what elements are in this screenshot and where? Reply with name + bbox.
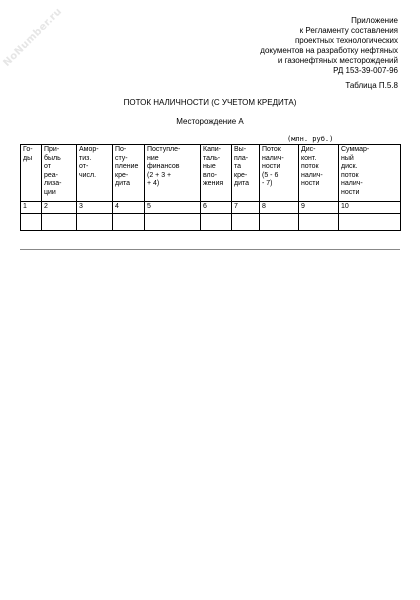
column-header: Суммар- ный диск. поток налич- ности (339, 145, 401, 202)
table-cell (113, 213, 145, 230)
document-title: ПОТОК НАЛИЧНОСТИ (С УЧЕТОМ КРЕДИТА) (123, 98, 297, 107)
column-number-row (21, 202, 401, 214)
column-header: Го- ды (21, 145, 42, 202)
table-cell (201, 213, 232, 230)
column-number: 6 (201, 202, 232, 214)
appendix-note (198, 16, 398, 76)
column-header: При- быль от реа- лиза- ции (42, 145, 77, 202)
table-cell (42, 213, 77, 230)
appendix-line: Приложение (351, 16, 398, 25)
cash-flow-table (20, 144, 401, 231)
table-cell (339, 213, 401, 230)
table-cell (77, 213, 113, 230)
column-header: Поступле- ние финансов (2 + 3 + + 4) (145, 145, 201, 202)
table-cell (299, 213, 339, 230)
column-number: 8 (260, 202, 299, 214)
column-number: 3 (77, 202, 113, 214)
watermark: NoNumber.ru (1, 6, 65, 69)
appendix-line: проектных технологических (294, 36, 398, 45)
column-header: Вы- пла- та кре- дита (232, 145, 260, 202)
appendix-line: и газонефтяных месторождений (277, 56, 398, 65)
column-header: Капи- таль- ные вло- жения (201, 145, 232, 202)
column-number: 4 (113, 202, 145, 214)
table-row (21, 213, 401, 230)
table-cell (21, 213, 42, 230)
column-number: 9 (299, 202, 339, 214)
column-header: Дис- конт. поток налич- ности (299, 145, 339, 202)
column-header: Амор- тиз. от- числ. (77, 145, 113, 202)
appendix-line: к Регламенту составления (299, 26, 398, 35)
column-number: 5 (145, 202, 201, 214)
field-name: Месторождение А (176, 117, 244, 126)
page-divider (20, 249, 400, 250)
table-header-row (21, 145, 401, 202)
appendix-line: документов на разработку нефтяных (260, 46, 398, 55)
column-number: 7 (232, 202, 260, 214)
table-cell (232, 213, 260, 230)
appendix-line: РД 153-39-007-96 (333, 66, 398, 75)
table-number: Таблица П.5.8 (345, 81, 398, 90)
column-header: Поток налич- ности (5 - 6 - 7) (260, 145, 299, 202)
table-cell (260, 213, 299, 230)
column-number: 2 (42, 202, 77, 214)
table-cell (145, 213, 201, 230)
column-number: 10 (339, 202, 401, 214)
unit-label: (млн. руб.) (287, 135, 334, 143)
column-header: По- сту- пление кре- дита (113, 145, 145, 202)
column-number: 1 (21, 202, 42, 214)
